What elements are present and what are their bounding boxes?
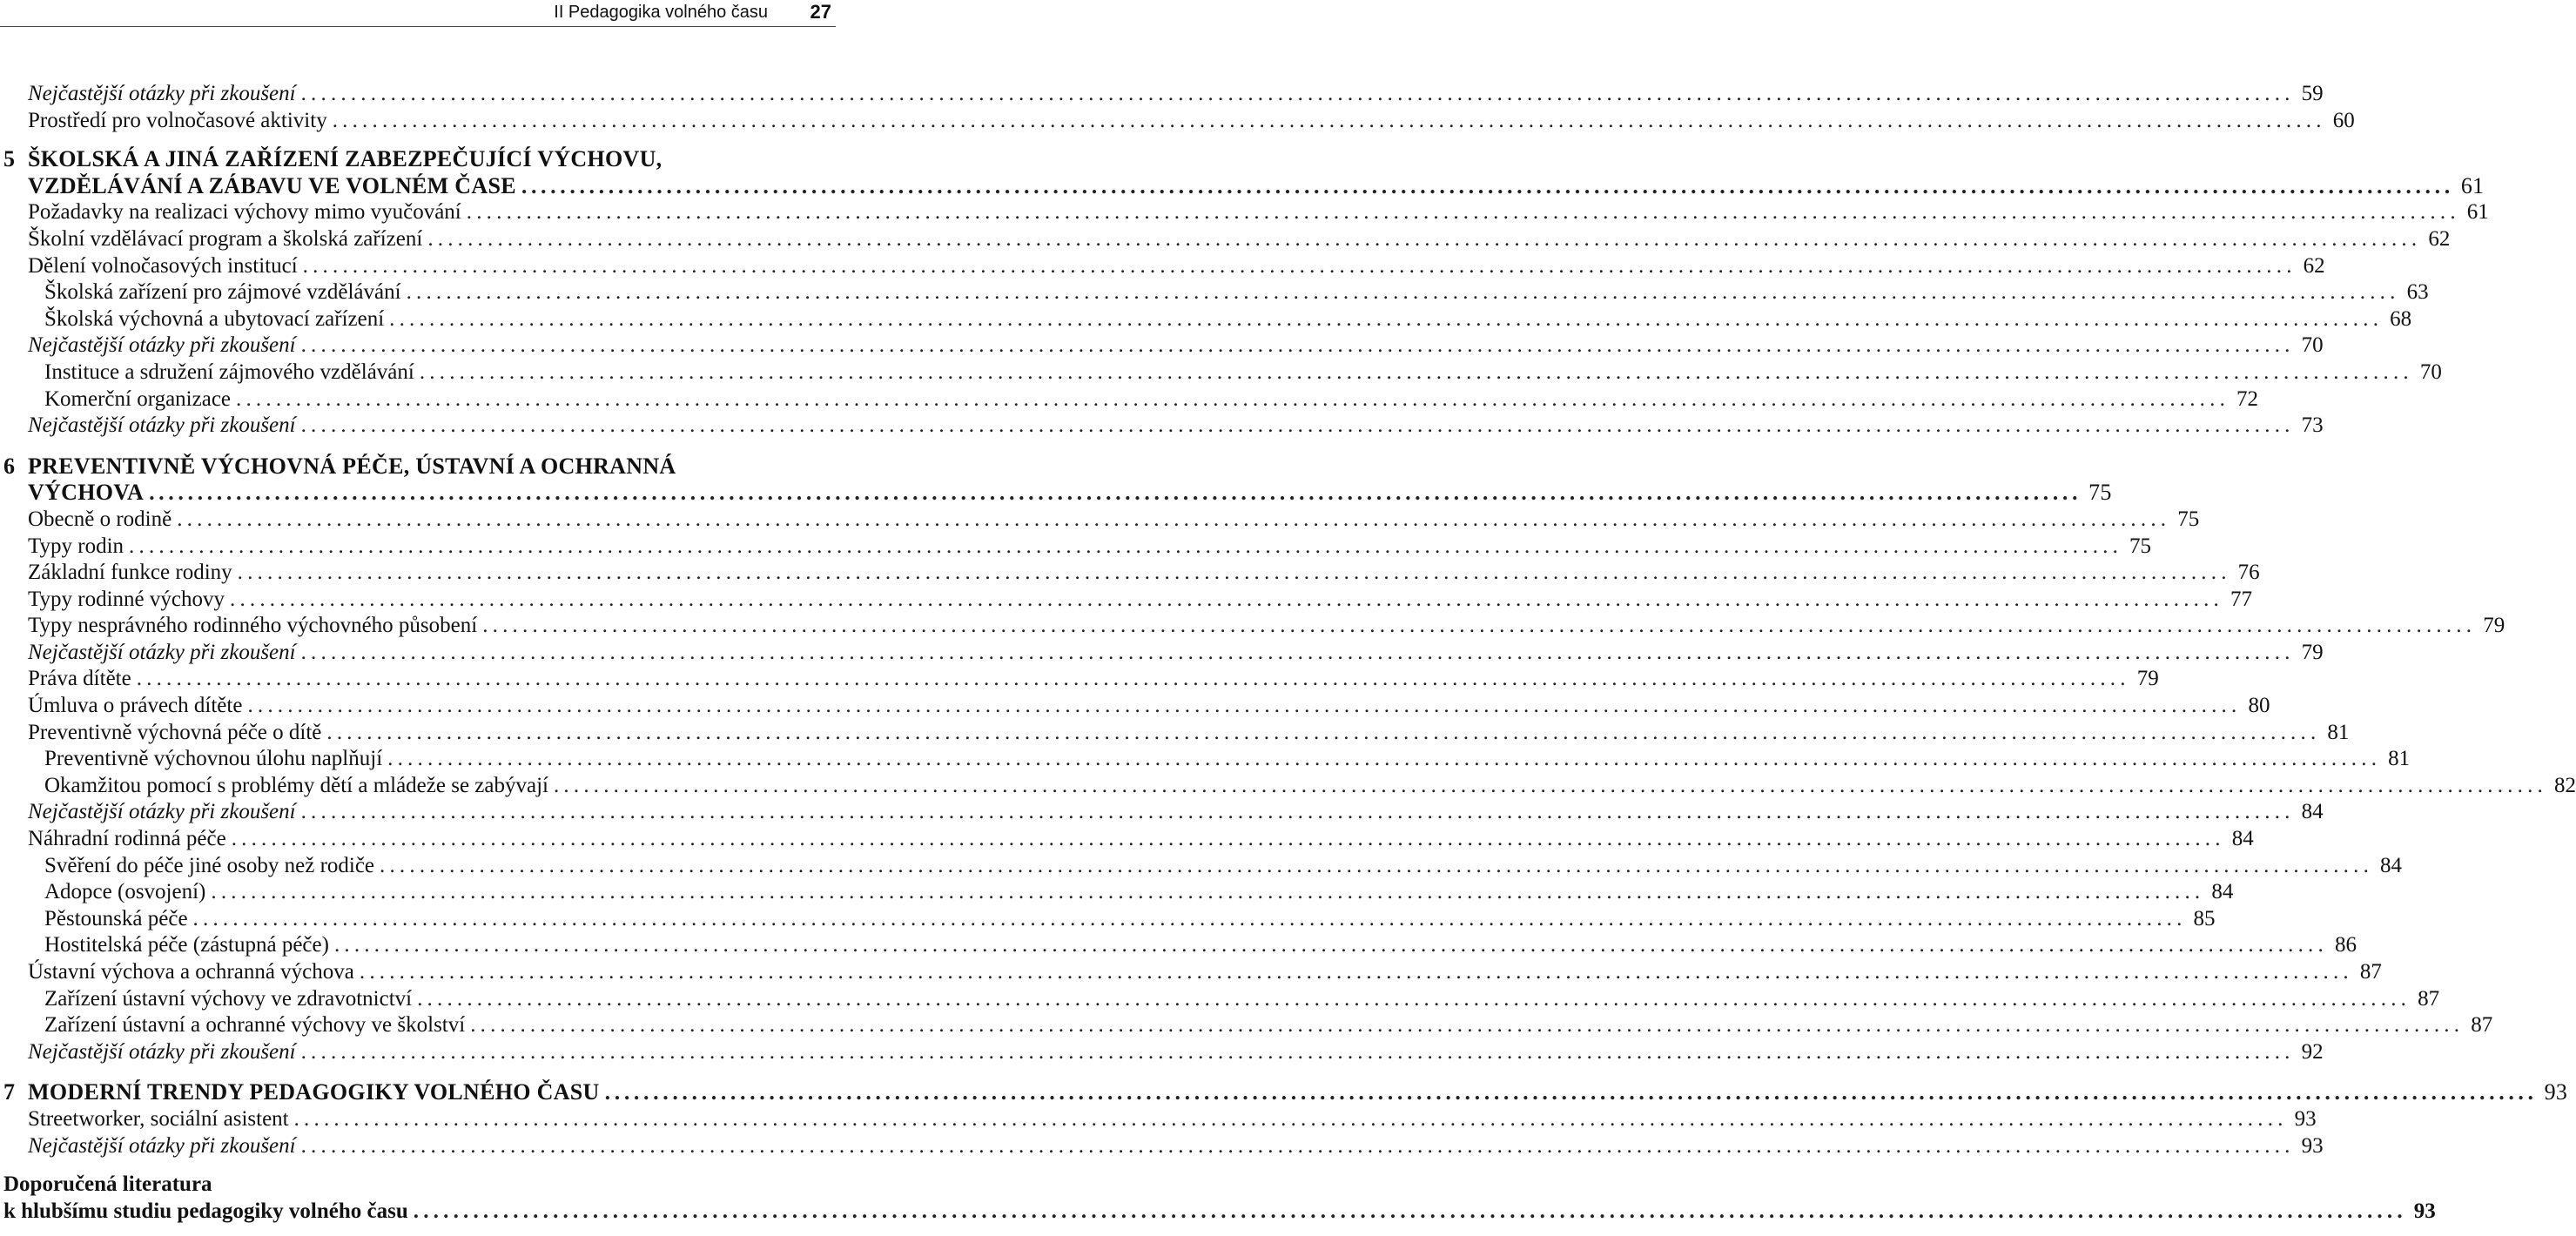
- dot-leader: ........................................................................................................................................................................................................: [326, 720, 2321, 744]
- toc-entry-line: [44, 1012, 2493, 1039]
- toc-entry-title: Nejčastější otázky při zkoušení: [28, 1133, 296, 1158]
- chapter-title: PREVENTIVNĚ VÝCHOVNÁ PÉČE, ÚSTAVNÍ A OCHRANNÁ: [28, 453, 676, 479]
- dot-leader: ........................................................................................................................................................................................................: [177, 507, 2171, 531]
- toc-entry-line: [44, 746, 2411, 773]
- dot-leader: ........................................................................................................................................................................................................: [417, 986, 2411, 1011]
- toc-entry-line: [28, 693, 2270, 720]
- dot-leader: ........................................................................................................................................................................................................: [389, 306, 2384, 331]
- section-spacer: [0, 134, 836, 146]
- toc-entry-title: Dělení volnočasových institucí: [28, 253, 298, 278]
- toc-entry-title: Typy rodinné výchovy: [28, 587, 225, 611]
- toc-entry-page: 76: [2237, 561, 2260, 585]
- toc-entry-title: Nejčastější otázky při zkoušení: [28, 82, 296, 105]
- toc-entry-line: [28, 587, 2252, 614]
- toc-entry-line: [44, 359, 2442, 386]
- dot-leader: ........................................................................................................................................................................................................: [192, 906, 2187, 930]
- toc-entry[interactable]: [0, 306, 2412, 333]
- toc-entry[interactable]: [0, 693, 2270, 720]
- toc-entry-page: 87: [2418, 986, 2440, 1011]
- dot-leader: ........................................................................................................................................................................................................: [406, 280, 2400, 305]
- toc-entry-line: [44, 386, 2259, 413]
- toc-entry-line: [44, 986, 2440, 1013]
- toc-entry-page: 72: [2236, 386, 2259, 411]
- chapter-heading[interactable]: [0, 1079, 2568, 1106]
- toc-entry-title: Školská výchovná a ubytovací zařízení: [44, 306, 385, 331]
- toc-entry[interactable]: [0, 534, 2152, 561]
- dot-leader: ........................................................................................................................................................................................................: [380, 853, 2374, 877]
- toc-entry[interactable]: [0, 932, 2357, 959]
- toc-entry-title: Zařízení ústavní a ochranné výchovy ve školství: [44, 1013, 466, 1038]
- dot-leader: ........................................................................................................................................................................................................: [413, 1199, 2407, 1223]
- toc-entry-line: [28, 253, 2325, 280]
- chapter-heading[interactable]: [0, 146, 836, 173]
- dot-leader: ........................................................................................................................................................................................................: [293, 1106, 2288, 1131]
- toc-entry-page: 84: [2211, 880, 2234, 904]
- toc-entry-title: Nejčastější otázky při zkoušení: [28, 333, 296, 358]
- toc-entry-title: Požadavky na realizaci výchovy mimo vyučování: [28, 200, 461, 225]
- chapter-heading[interactable]: [0, 453, 836, 480]
- toc-entry[interactable]: [0, 959, 2382, 986]
- literature-heading-continued[interactable]: [0, 1199, 2436, 1226]
- chapter-number: 6: [3, 453, 16, 479]
- chapter-title-line: [28, 1079, 2568, 1106]
- toc-entry[interactable]: [0, 1133, 2324, 1160]
- toc-entry-page: 63: [2406, 280, 2429, 305]
- dot-leader: ........................................................................................................................................................................................................: [300, 82, 2295, 105]
- toc-entry-line: [28, 333, 2324, 359]
- chapter-title: MODERNÍ TRENDY PEDAGOGIKY VOLNÉHO ČASU: [28, 1079, 600, 1105]
- toc-entry-title: Zařízení ústavní výchovy ve zdravotnictví: [44, 986, 413, 1011]
- chapter-title: ŠKOLSKÁ A JINÁ ZAŘÍZENÍ ZABEZPEČUJÍCÍ VÝCHOVU,: [28, 146, 662, 172]
- toc-entry-page: 79: [2483, 614, 2505, 638]
- toc-entry[interactable]: [0, 507, 2200, 534]
- toc-entry-line: [44, 879, 2234, 906]
- toc-entry[interactable]: [0, 720, 2350, 747]
- page-number: 27: [810, 1, 831, 23]
- toc-entry[interactable]: [0, 386, 2259, 413]
- dot-leader: ........................................................................................................................................................................................................: [419, 359, 2413, 384]
- toc-entry-page: 60: [2332, 108, 2355, 132]
- toc-entry-page: 84: [2380, 853, 2403, 877]
- toc-entry-line: [28, 1039, 2324, 1066]
- toc-entry[interactable]: [0, 359, 2442, 386]
- toc-entry-title: Ústavní výchova a ochranná výchova: [28, 960, 354, 984]
- toc-entry-line: [28, 507, 2200, 534]
- dot-leader: ........................................................................................................................................................................................................: [300, 413, 2295, 438]
- chapter-number: 5: [3, 146, 16, 172]
- toc-entry-page: 87: [2471, 1013, 2493, 1038]
- toc-entry-line: [28, 199, 2489, 226]
- dot-leader: ........................................................................................................................................................................................................: [247, 694, 2242, 718]
- toc-entry-title: Nejčastější otázky při zkoušení: [28, 800, 296, 824]
- chapter-title-continued: VZDĚLÁVÁNÍ A ZÁBAVU VE VOLNÉM ČASE: [28, 172, 516, 198]
- toc-entry-page: 73: [2301, 413, 2324, 438]
- toc-entry-page: 84: [2231, 827, 2254, 851]
- running-header: [0, 0, 836, 27]
- toc-entry[interactable]: [0, 1106, 2317, 1133]
- toc-entry[interactable]: [0, 879, 2234, 906]
- chapter-title-continued: VÝCHOVA: [28, 480, 145, 506]
- dot-leader: ........................................................................................................................................................................................................: [604, 1079, 2538, 1105]
- toc-entry-page: 84: [2301, 800, 2324, 824]
- toc-entry-title: Školní vzdělávací program a školská zařízení: [28, 226, 423, 251]
- chapter-page: 93: [2544, 1079, 2568, 1105]
- toc-entry-line: [28, 799, 2324, 826]
- dot-leader: ........................................................................................................................................................................................................: [482, 614, 2477, 638]
- table-of-contents: [0, 81, 2576, 1225]
- toc-entry[interactable]: [0, 666, 2159, 693]
- toc-entry-title: Instituce a sdružení zájmového vzdělávání: [44, 359, 414, 384]
- dot-leader: ........................................................................................................................................................................................................: [300, 1039, 2295, 1064]
- toc-entry-line: [28, 81, 2324, 108]
- dot-leader: ........................................................................................................................................................................................................: [332, 108, 2326, 132]
- toc-entry-page: 77: [2230, 587, 2252, 611]
- toc-entry-line: [28, 720, 2350, 747]
- dot-leader: ........................................................................................................................................................................................................: [300, 1133, 2295, 1158]
- toc-entry-title: Práva dítěte: [28, 667, 131, 691]
- toc-entry-title: Adopce (osvojení): [44, 880, 206, 904]
- toc-entry[interactable]: [0, 799, 2324, 826]
- toc-entry-line: [28, 1106, 2317, 1133]
- chapter-heading-continued[interactable]: [0, 172, 2485, 200]
- chapter-title-line: [28, 453, 832, 480]
- literature-title: Doporučená literatura: [3, 1172, 212, 1197]
- toc-entry[interactable]: [0, 773, 2576, 800]
- dot-leader: ........................................................................................................................................................................................................: [129, 534, 2123, 558]
- toc-entry-title: Prostředí pro volnočasové aktivity: [28, 108, 327, 132]
- literature-title-line: [3, 1172, 832, 1199]
- toc-entry[interactable]: [0, 853, 2403, 880]
- toc-entry-page: 61: [2466, 200, 2489, 225]
- toc-entry-page: 62: [2428, 226, 2451, 251]
- toc-entry[interactable]: [0, 986, 2440, 1013]
- toc-entry[interactable]: [0, 1012, 2493, 1039]
- toc-entry-line: [28, 413, 2324, 440]
- dot-leader: ........................................................................................................................................................................................................: [300, 800, 2295, 824]
- dot-leader: ........................................................................................................................................................................................................: [231, 827, 2225, 851]
- toc-entry[interactable]: [0, 560, 2260, 587]
- toc-entry-page: 79: [2301, 640, 2324, 664]
- dot-leader: ........................................................................................................................................................................................................: [553, 773, 2547, 797]
- toc-entry-line: [28, 959, 2382, 986]
- toc-entry-line: [44, 279, 2429, 306]
- toc-entry-title: Hostitelská péče (zástupná péče): [44, 933, 329, 957]
- toc-entry-page: 59: [2301, 82, 2324, 105]
- toc-entry-line: [44, 773, 2576, 800]
- dot-leader: ........................................................................................................................................................................................................: [470, 1013, 2465, 1038]
- toc-entry[interactable]: [0, 826, 2254, 853]
- toc-entry-line: [28, 826, 2254, 853]
- toc-entry[interactable]: [0, 413, 2324, 440]
- dot-leader: ........................................................................................................................................................................................................: [211, 880, 2205, 904]
- toc-entry-line: [44, 906, 2216, 933]
- dot-leader: ........................................................................................................................................................................................................: [427, 226, 2422, 251]
- toc-entry-title: Školská zařízení pro zájmové vzdělávání: [44, 280, 401, 305]
- toc-entry-title: Nejčastější otázky při zkoušení: [28, 1039, 296, 1064]
- toc-entry-title: Svěření do péče jiné osoby než rodiče: [44, 853, 375, 877]
- toc-entry-title: Pěstounská péče: [44, 906, 188, 930]
- chapter-heading-continued[interactable]: [0, 480, 2112, 507]
- toc-entry[interactable]: [0, 226, 2451, 253]
- toc-entry-page: 68: [2390, 306, 2412, 331]
- dot-leader: ........................................................................................................................................................................................................: [300, 640, 2295, 664]
- dot-leader: ........................................................................................................................................................................................................: [521, 172, 2454, 198]
- toc-entry-page: 81: [2388, 747, 2411, 771]
- toc-entry[interactable]: [0, 199, 2489, 226]
- toc-entry-page: 93: [2301, 1133, 2324, 1158]
- chapter-title-line: [28, 480, 2112, 507]
- dot-leader: ........................................................................................................................................................................................................: [466, 200, 2460, 225]
- literature-page: 93: [2413, 1199, 2436, 1223]
- toc-entry-title: Preventivně výchovná péče o dítě: [28, 720, 322, 744]
- toc-entry[interactable]: [0, 1039, 2324, 1066]
- running-header-title: II Pedagogika volného času: [554, 3, 768, 22]
- toc-entry-page: 75: [2177, 507, 2200, 531]
- toc-entry-page: 93: [2294, 1106, 2317, 1131]
- chapter-page: 61: [2460, 172, 2485, 198]
- chapter-title-line: [28, 172, 2485, 200]
- toc-entry-title: Náhradní rodinná péče: [28, 827, 226, 851]
- toc-entry[interactable]: [0, 108, 2355, 135]
- toc-entry-page: 87: [2359, 960, 2382, 984]
- toc-entry-title: Komerční organizace: [44, 386, 232, 411]
- literature-title-line: [3, 1199, 2436, 1226]
- toc-entry-line: [28, 226, 2451, 253]
- toc-entry-title: Typy rodin: [28, 534, 124, 558]
- toc-entry-line: [28, 613, 2505, 640]
- literature-title-continued: k hlubšímu studiu pedagogiky volného času: [3, 1199, 408, 1223]
- toc-entry-line: [28, 108, 2355, 135]
- toc-entry-page: 80: [2248, 694, 2270, 718]
- section-spacer: [0, 440, 836, 453]
- toc-entry-page: 75: [2129, 534, 2152, 558]
- toc-entry-page: 82: [2553, 773, 2576, 797]
- dot-leader: ........................................................................................................................................................................................................: [333, 933, 2328, 957]
- toc-entry-line: [28, 1133, 2324, 1160]
- chapter-title-line: [28, 146, 832, 173]
- toc-entry-line: [44, 306, 2412, 333]
- toc-entry[interactable]: [0, 587, 2252, 614]
- toc-entry-title: Nejčastější otázky při zkoušení: [28, 413, 296, 438]
- toc-entry-title: Streetworker, sociální asistent: [28, 1106, 289, 1131]
- toc-entry-page: 92: [2301, 1039, 2324, 1064]
- dot-leader: ........................................................................................................................................................................................................: [302, 253, 2297, 278]
- toc-entry-page: 86: [2334, 933, 2357, 957]
- dot-leader: ........................................................................................................................................................................................................: [136, 667, 2130, 691]
- dot-leader: ........................................................................................................................................................................................................: [230, 587, 2223, 611]
- toc-entry[interactable]: [0, 640, 2324, 667]
- toc-entry-title: Preventivně výchovnou úlohu naplňují: [44, 747, 383, 771]
- toc-entry-line: [28, 640, 2324, 667]
- section-spacer: [0, 1159, 836, 1172]
- toc-entry-page: 79: [2136, 667, 2159, 691]
- dot-leader: ........................................................................................................................................................................................................: [236, 386, 2230, 411]
- toc-entry[interactable]: [0, 81, 2324, 108]
- toc-entry-title: Obecně o rodině: [28, 507, 172, 531]
- chapter-page: 75: [2088, 480, 2112, 506]
- toc-entry-line: [44, 932, 2357, 959]
- toc-entry-page: 62: [2303, 253, 2325, 278]
- toc-entry[interactable]: [0, 279, 2429, 306]
- toc-entry[interactable]: [0, 906, 2216, 933]
- toc-entry-title: Nejčastější otázky při zkoušení: [28, 640, 296, 664]
- toc-entry-title: Úmluva o právech dítěte: [28, 694, 243, 718]
- toc-entry-page: 85: [2193, 906, 2216, 930]
- toc-entry-title: Základní funkce rodiny: [28, 561, 232, 585]
- dot-leader: ........................................................................................................................................................................................................: [149, 480, 2082, 506]
- toc-entry-line: [28, 666, 2159, 693]
- dot-leader: ........................................................................................................................................................................................................: [237, 561, 2231, 585]
- toc-entry[interactable]: [0, 746, 2411, 773]
- toc-entry-page: 70: [2301, 333, 2324, 358]
- dot-leader: ........................................................................................................................................................................................................: [387, 747, 2382, 771]
- dot-leader: ........................................................................................................................................................................................................: [359, 960, 2353, 984]
- dot-leader: ........................................................................................................................................................................................................: [300, 333, 2295, 358]
- toc-entry-line: [28, 560, 2260, 587]
- toc-entry[interactable]: [0, 613, 2505, 640]
- toc-entry-page: 81: [2327, 720, 2350, 744]
- toc-entry-line: [28, 534, 2152, 561]
- literature-heading[interactable]: [0, 1172, 836, 1199]
- toc-entry-page: 70: [2419, 359, 2442, 384]
- toc-entry-title: Typy nesprávného rodinného výchovného působení: [28, 614, 478, 638]
- toc-entry-title: Okamžitou pomocí s problémy dětí a mládeže se zabývají: [44, 773, 548, 797]
- section-spacer: [0, 1065, 836, 1079]
- toc-entry[interactable]: [0, 333, 2324, 359]
- chapter-number: 7: [3, 1079, 16, 1105]
- toc-entry[interactable]: [0, 253, 2325, 280]
- toc-entry-line: [44, 853, 2403, 880]
